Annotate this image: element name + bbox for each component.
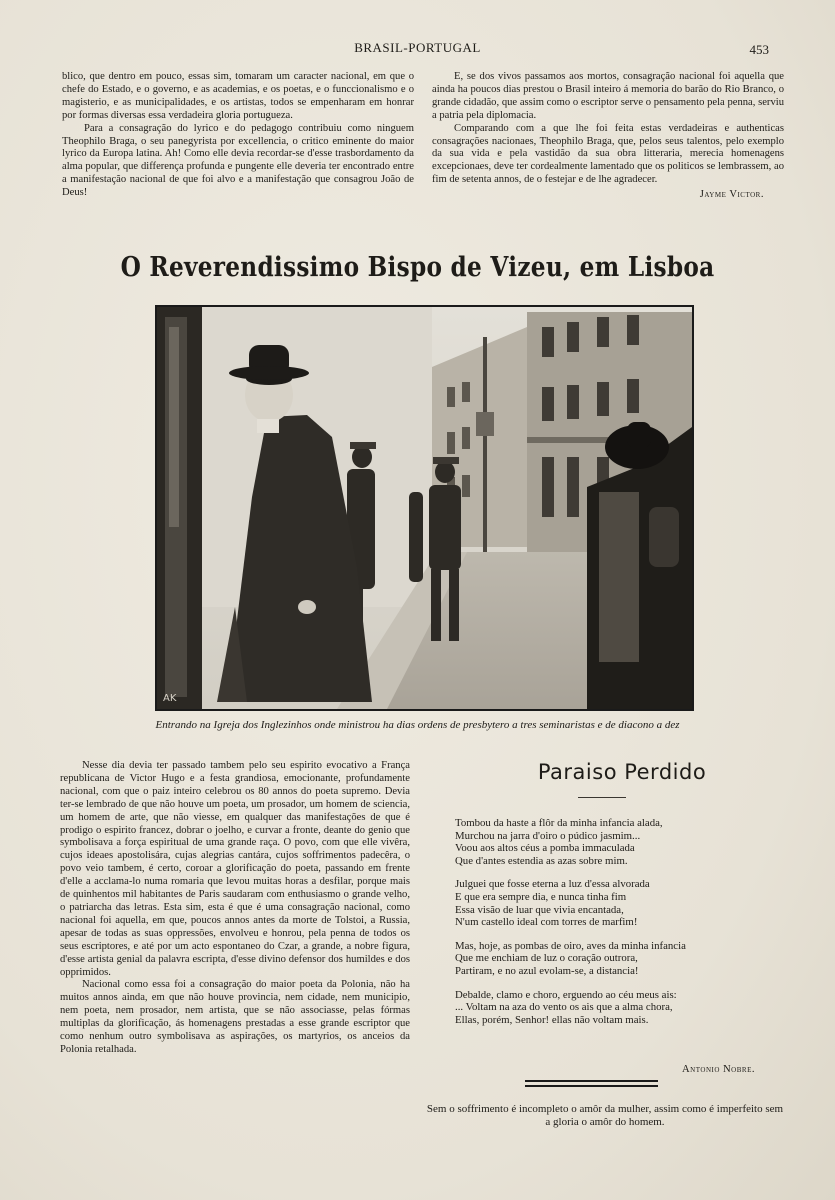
- poem-stanza: [455, 940, 765, 978]
- paragraph: Comparando com a que lhe foi feita estas verdadeiras e authenticas consagrações nacionaes, Theophilo Braga, que, pelos seus talentos, pelo exemplo da sua vida e pela vastidão da sua obra litteraria, merecia homenagens excepcionaes, deve ter cordealmente lamentado que os politicos se lembrassem, ao fim de setenta annos, de o festejar e de lhe agradecer.: [432, 122, 784, 186]
- poem-author: Antonio Nobre.: [682, 1064, 755, 1075]
- poem-line: Mas, hoje, as pombas de oiro, aves da minha infancia: [455, 939, 686, 952]
- photo-caption: Entrando na Igreja dos Inglezinhos onde ministrou ha dias ordens de presbytero a tres seminaristas e de diacono a dez: [155, 719, 680, 731]
- article-headline: O Reverendissimo Bispo de Vizeu, em Lisboa: [120, 252, 715, 283]
- poem-line: Tombou da haste a flôr da minha infancia alada,: [455, 817, 663, 829]
- paragraph: E, se dos vivos passamos aos mortos, consagração nacional foi aquella que ainda ha poucos dias prestou o Brasil inteiro á memoria do barão do Rio Branco, o grande cidadão, que assim como o escriptor serve o pensamento pela penna, serviu a patria pela diplomacia.: [432, 71, 784, 121]
- poem-stanza: [455, 989, 765, 1027]
- section-divider: [525, 1080, 658, 1082]
- poem-line: Murchou na jarra d'oiro o púdico jasmim...: [455, 829, 641, 842]
- poem-stanza: [455, 878, 765, 928]
- poem-line: Que me enchiam de luz o coração outrora,: [455, 952, 638, 965]
- poem-title: Paraiso Perdido: [537, 760, 707, 784]
- closing-maxim: Sem o soffrimento é incompleto o amôr da mulher, assim como é imperfeito sem a gloria o amôr do homem.: [426, 1103, 784, 1128]
- article-signature: Jayme Victor.: [699, 189, 764, 201]
- poem-line: Partiram, e no azul evolam-se, a distancia!: [455, 964, 639, 977]
- bishop-photograph: [155, 305, 694, 711]
- poem-stanza: [455, 817, 765, 867]
- poem-body: [455, 817, 765, 1037]
- top-left-column: [62, 71, 414, 200]
- poem-line: Debalde, clamo e choro, erguendo ao céu meus ais:: [455, 988, 677, 1001]
- poem-line: Que d'antes estendia as azas sobre mim.: [455, 854, 628, 867]
- poem-line: E que era sempre dia, e nunca tinha fim: [455, 890, 627, 903]
- poem-line: Julguei que fosse eterna a luz d'essa alvorada: [455, 878, 650, 891]
- poem-line: N'um castello ideal com torres de marfim!: [455, 916, 638, 929]
- paragraph: blico, que dentro em pouco, essas sim, tomaram um caracter nacional, em que o chefe do Estado, e o governo, e as academias, e os poetas, e o funccionalismo e o magisterio, e as municipalidades, e os artistas, todos se empenharam em honrar por formas diversas essa verdadeira gloria portugueza.: [62, 71, 414, 121]
- poem-line: Ellas, porém, Senhor! ellas não voltam mais.: [455, 1013, 649, 1026]
- paragraph: Nesse dia devia ter passado tambem pelo seu espirito evocativo a França republicana de Victor Hugo e a festa grandiosa, emocionante, profundamente nacional, com que o paiz inteiro celebrou os 80 annos do poeta supremo. Devia ter-se lembrado de que não houve um poeta, um prosador, um homem de sciencia, um homem de arte, que não viesse, em qualquer das manifestações de que é prodigo o espirito francez, dobrar o joelho, e curvar a fronte, deante do genio que symbolisava a força espiritual de uma grande raça. O povo, com que elle vivêra, cujos ideaes apostolisára, cujas alegrias cantára, cujos soffrimentos padecêra, o povo veio tambem, é certo, coroar a glorificação do poeta, passando em frente d'elle a acclama-lo numa romaria que levou muitas horas a desfilar, porque mais de quinhentos mil habitantes de Paris saudaram com enthusiasmo o grande velho, o patriarcha das letras. Esta sim, esta é que é uma consagração nacional, como nacional foi aquella, em que, poucos annos antes da morte de Tolstoi, a Russia, apesar de todas as suas oppressões, envolveu e honrou, pela penna de todos os seus escriptores, e até por um acto espontaneo do Czar, a grande, a nobre figura, d'esse artista genial da palavra escripta, d'esse divino defensor dos humildes e dos opprimidos.: [60, 760, 410, 978]
- top-right-column: [432, 71, 784, 202]
- poem-line: Essa visão de luar que vivia encantada,: [455, 903, 624, 916]
- street-scene-illustration: [157, 307, 692, 709]
- page-number: 453: [749, 42, 769, 57]
- poem-line: ... Voltam na aza do vento os ais que a alma chora,: [455, 1001, 673, 1014]
- section-divider: [525, 1085, 658, 1087]
- poem-line: Voou aos altos céus a pomba immaculada: [455, 842, 635, 855]
- bottom-left-column: [60, 760, 410, 1057]
- svg-text:AK: AK: [163, 693, 177, 704]
- paragraph: Para a consagração do lyrico e do pedagogo contribuiu como ninguem Theophilo Braga, o seu panegyrista por excellencia, o critico eminente do maior lyrico da Europa latina. Ah! Como elle devia recordar-se d'esse trasbordamento da alma popular, que differença profunda e pungente elle deveria ter encontrado entre a manifestação nacional de que foi alvo e a manifestação que consagrou João de Deus!: [62, 122, 414, 199]
- running-title: BRASIL-PORTUGAL: [354, 40, 481, 55]
- title-divider: [578, 797, 626, 798]
- paragraph: Nacional como essa foi a consagração do maior poeta da Polonia, não ha muitos annos ainda, em que não houve provincia, nem cidade, nem municipio, nem poeta, nem prosador, nem artista, que se não associasse, pelas fórmas multiplas da glorificação, ás homenagens prestadas a esse grande escriptor que como nenhum outro symbolisava as aspirações, os martyrios, os anceios da Polonia retalhada.: [60, 979, 410, 1055]
